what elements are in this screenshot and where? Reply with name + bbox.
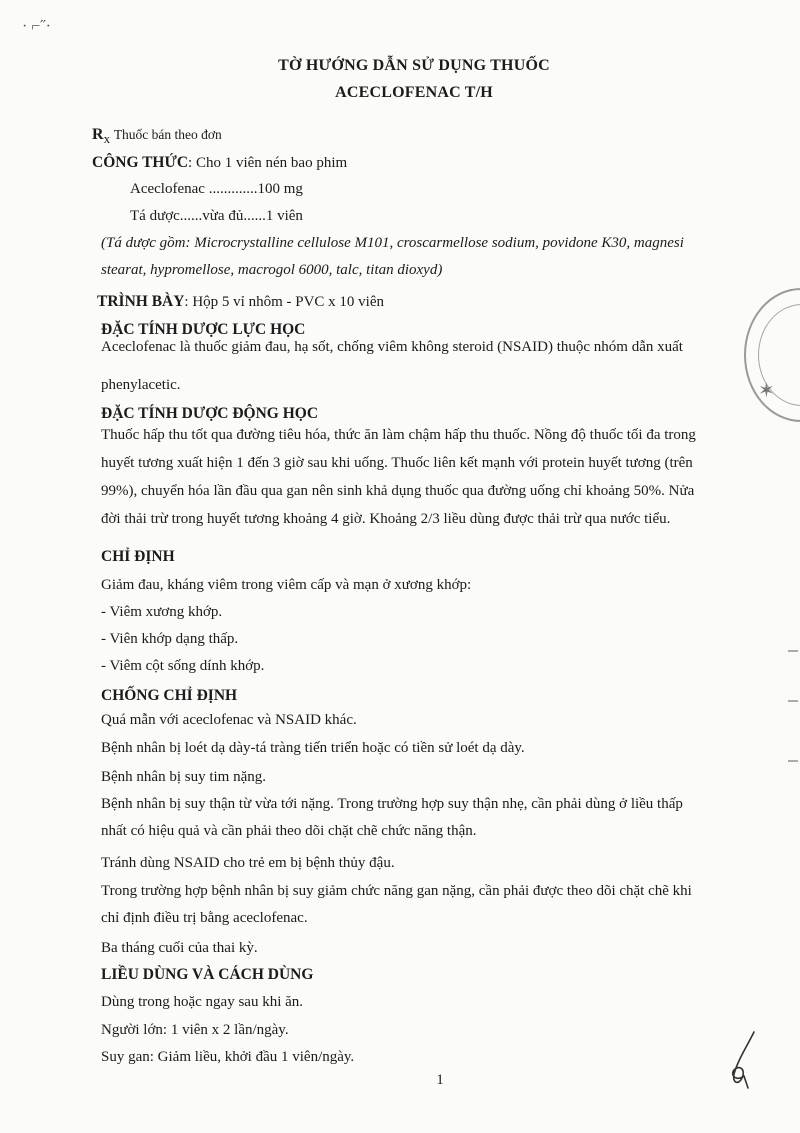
company-stamp-seal <box>744 288 800 422</box>
contraindication-line-3: Bệnh nhân bị suy tim nặng. <box>101 769 266 785</box>
contraindication-line-8: chỉ định điều trị bằng aceclofenac. <box>101 910 308 926</box>
signature-icon <box>724 1030 764 1090</box>
presentation-heading <box>97 294 384 310</box>
contraindication-line-4: Bệnh nhân bị suy thận từ vừa tới nặng. Trong trường hợp suy thận nhẹ, cần phải dùng ở liều thấp <box>101 796 683 812</box>
dosage-line-1: Dùng trong hoặc ngay sau khi ăn. <box>101 994 304 1010</box>
rx-symbol: R <box>92 126 104 143</box>
rx-text: Thuốc bán theo đơn <box>113 127 222 142</box>
prescription-note <box>92 127 222 145</box>
pharmacokinetics-line-2: huyết tương xuất hiện 1 đến 3 giờ sau khi uống. Thuốc liên kết mạnh với protein huyết tương (trên <box>101 455 693 471</box>
formula-text: : Cho 1 viên nén bao phim <box>188 155 348 171</box>
scan-edge-mark <box>788 760 798 762</box>
product-name: ACECLOFENAC T/H <box>335 84 493 101</box>
excipients-list-2: stearat, hypromellose, macrogol 6000, talc, titan dioxyd) <box>101 262 443 278</box>
indications-heading: CHỈ ĐỊNH <box>101 548 175 565</box>
pharmacokinetics-heading: ĐẶC TÍNH DƯỢC ĐỘNG HỌC <box>101 405 319 422</box>
pharmacodynamics-heading: ĐẶC TÍNH DƯỢC LỰC HỌC <box>101 321 306 338</box>
contraindication-line-5: nhất có hiệu quả và cần phải theo dõi chặt chẽ chức năng thận. <box>101 823 477 839</box>
star-icon: ✶ <box>758 380 775 402</box>
contraindication-line-9: Ba tháng cuối của thai kỳ. <box>101 940 258 956</box>
indication-item: - Viên khớp dạng thấp. <box>101 631 239 647</box>
pharmacokinetics-line-3: 99%), chuyển hóa lần đầu qua gan nên sinh khả dụng thuốc qua đường uống chỉ khoảng 50%. Nửa <box>101 483 695 499</box>
pharmacokinetics-line-1: Thuốc hấp thu tốt qua đường tiêu hóa, thức ăn làm chậm hấp thu thuốc. Nồng độ thuốc tối đa trong <box>101 427 696 443</box>
dosage-line-3: Suy gan: Giảm liều, khởi đầu 1 viên/ngày. <box>101 1049 355 1065</box>
formula-label: CÔNG THỨC <box>92 154 189 171</box>
presentation-text: : Hộp 5 vỉ nhôm - PVC x 10 viên <box>184 294 385 310</box>
contraindication-line-7: Trong trường hợp bệnh nhân bị suy giảm chức năng gan nặng, cần phải được theo dõi chặt chẽ khi <box>101 883 692 899</box>
formula-heading <box>92 155 347 171</box>
contraindication-line-6: Tránh dùng NSAID cho trẻ em bị bệnh thủy đậu. <box>101 855 395 871</box>
document-title: TỜ HƯỚNG DẪN SỬ DỤNG THUỐC <box>278 57 550 74</box>
contraindication-line-2: Bệnh nhân bị loét dạ dày-tá tràng tiến triển hoặc có tiền sử loét dạ dày. <box>101 740 525 756</box>
indication-item: - Viêm xương khớp. <box>101 604 223 620</box>
scan-edge-mark <box>788 650 798 652</box>
rx-subscript: x <box>103 131 111 146</box>
indications-intro: Giảm đau, kháng viêm trong viêm cấp và mạn ở xương khớp: <box>101 577 472 593</box>
scan-edge-mark <box>788 700 798 702</box>
presentation-label: TRÌNH BÀY <box>97 293 185 310</box>
contraindications-heading: CHỐNG CHỈ ĐỊNH <box>101 687 238 704</box>
excipients-list-1: (Tá dược gồm: Microcrystalline cellulose M101, croscarmellose sodium, povidone K30, magnesi <box>101 235 684 251</box>
formula-active: Aceclofenac .............100 mg <box>130 181 303 197</box>
pharmacodynamics-line-1: Aceclofenac là thuốc giảm đau, hạ sốt, chống viêm không steroid (NSAID) thuộc nhóm dẫn xuất <box>101 339 683 355</box>
page-number: 1 <box>436 1072 444 1088</box>
pharmacokinetics-line-4: đời thải trừ trong huyết tương khoảng 4 giờ. Khoảng 2/3 liều dùng được thải trừ qua nước tiểu. <box>101 511 671 527</box>
indication-item: - Viêm cột sống dính khớp. <box>101 658 265 674</box>
formula-excipient: Tá dược......vừa đủ......1 viên <box>130 208 303 224</box>
scan-artifact: · ⌐˝· <box>22 18 52 35</box>
pharmacodynamics-line-2: phenylacetic. <box>101 377 181 393</box>
dosage-line-2: Người lớn: 1 viên x 2 lần/ngày. <box>101 1022 289 1038</box>
dosage-heading: LIỀU DÙNG VÀ CÁCH DÙNG <box>101 966 314 983</box>
contraindication-line-1: Quá mẫn với aceclofenac và NSAID khác. <box>101 712 357 728</box>
